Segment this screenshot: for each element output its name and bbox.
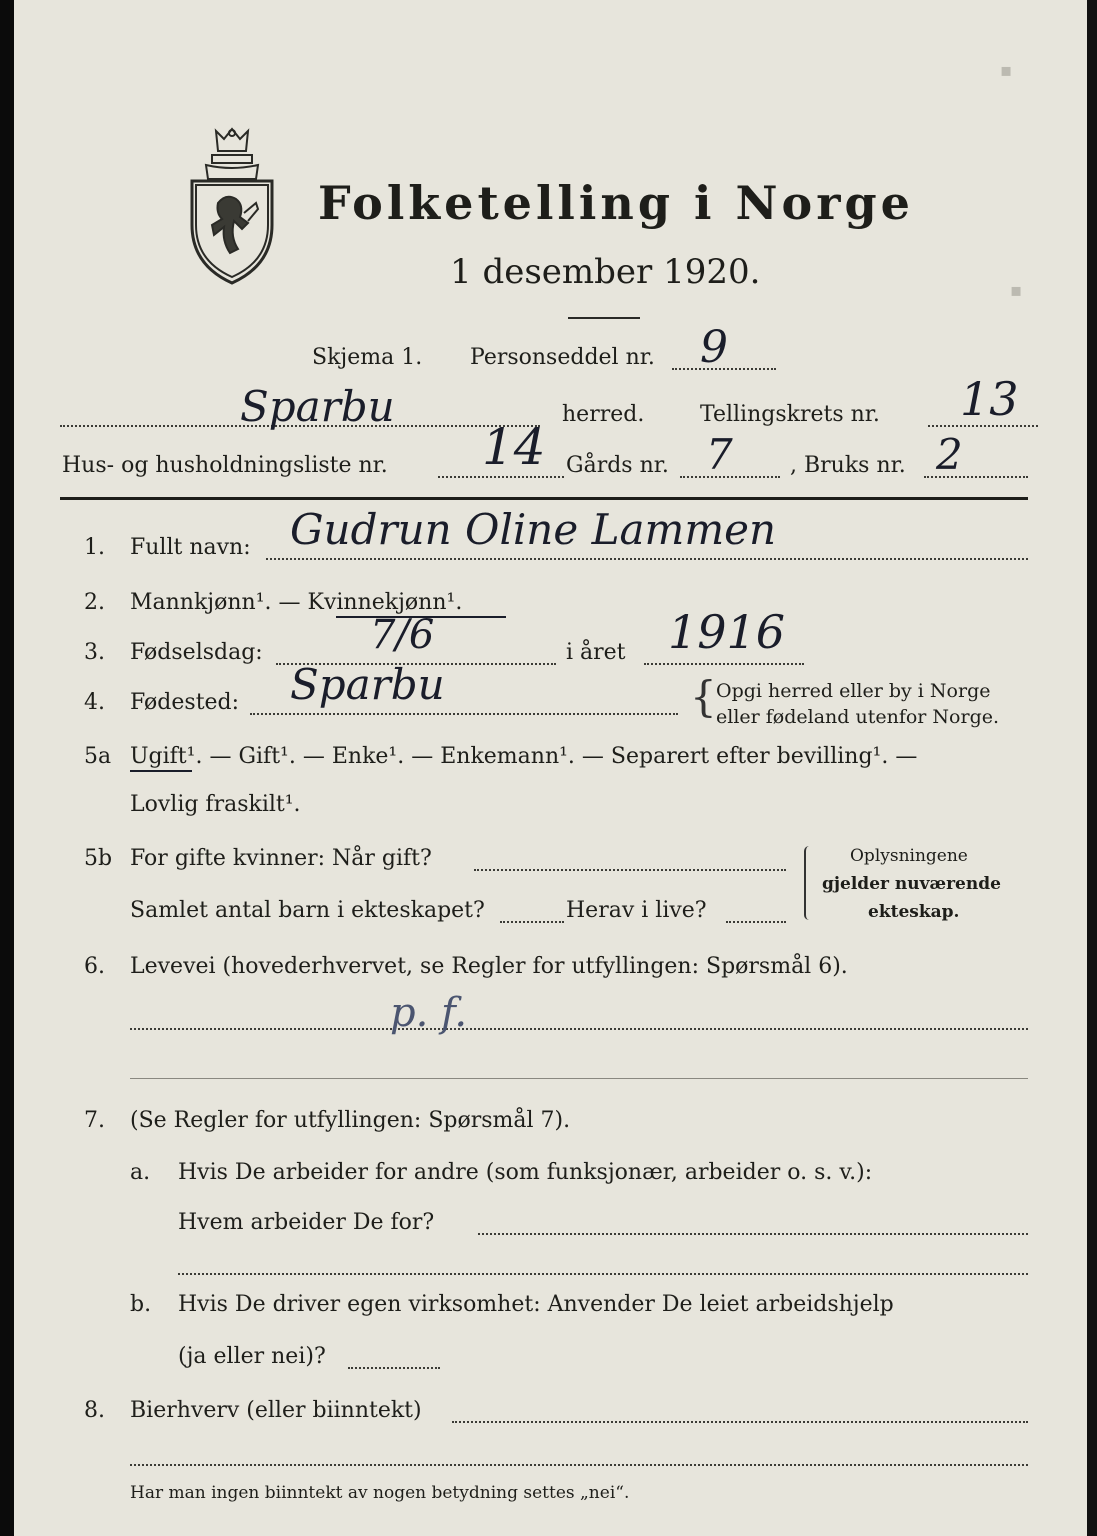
q2-number: 2.	[84, 590, 105, 615]
q1-number: 1.	[84, 535, 105, 560]
q7b-yes-no-label: (ja eller nei)?	[178, 1344, 326, 1369]
q5a-number: 5a	[84, 744, 112, 769]
form-title: Folketelling i Norge	[318, 176, 914, 230]
birthplace-field-line	[250, 713, 678, 715]
q5a-marital-status-options: Ugift¹. — Gift¹. — Enke¹. — Enkemann¹. — Separert efter bevilling¹. —	[130, 744, 918, 769]
q7b-letter: b.	[130, 1292, 152, 1317]
birth-year-label: i året	[566, 640, 626, 665]
q4-number: 4.	[84, 690, 105, 715]
employer-field-line	[478, 1233, 1028, 1235]
footer-note: Har man ingen biinntekt av nogen betydning settes „nei“.	[130, 1483, 630, 1503]
herred-value[interactable]: Sparbu	[240, 382, 395, 431]
married-note-line1: Oplysningene	[850, 846, 968, 866]
personseddel-label: Personseddel nr.	[470, 345, 655, 370]
q7a-letter: a.	[130, 1160, 151, 1185]
bruks-label: , Bruks nr.	[790, 453, 906, 478]
occupation-field-line	[130, 1028, 1028, 1030]
husholdningsliste-value[interactable]: 14	[482, 418, 546, 476]
q2-label: Mannkjønn¹. — Kvinnekjønn¹.	[130, 590, 463, 615]
title-separator	[568, 317, 640, 319]
children-alive-field-line	[726, 921, 786, 923]
birthplace-note-line2: eller fødeland utenfor Norge.	[716, 706, 1000, 728]
children-field-line	[500, 921, 564, 923]
employer-field-line-2	[178, 1273, 1028, 1275]
birthplace-note-line1: Opgi herred eller by i Norge	[716, 680, 991, 702]
married-note-line3: ekteskap.	[868, 902, 960, 922]
side-income-field-line	[452, 1421, 1028, 1423]
q3-label: Fødselsdag:	[130, 640, 263, 665]
q1-label: Fullt navn:	[130, 535, 251, 560]
gards-value[interactable]: 7	[706, 430, 733, 479]
q3-number: 3.	[84, 640, 105, 665]
birthplace-note-brace: {	[690, 672, 717, 721]
married-note-line2: gjelder nuværende	[822, 874, 1001, 894]
scan-edge-right	[1087, 0, 1097, 1536]
birthdate-value[interactable]: 7/6	[370, 612, 435, 658]
q5b-alive-label: Herav i live?	[566, 898, 707, 923]
norway-coat-of-arms-icon	[186, 125, 278, 285]
occupation-field-line-2	[130, 1078, 1028, 1079]
herred-label: herred.	[562, 402, 645, 427]
q4-label: Fødested:	[130, 690, 240, 715]
bruks-value[interactable]: 2	[936, 430, 963, 479]
full-name-field-line	[266, 558, 1028, 560]
q6-number: 6.	[84, 954, 105, 979]
q5b-children-label: Samlet antal barn i ekteskapet?	[130, 898, 485, 923]
bleed-through-mark: ▪	[1000, 60, 1013, 81]
q5b-when-married-label: For gifte kvinner: Når gift?	[130, 846, 432, 871]
ugift-underline	[130, 770, 192, 772]
q8-number: 8.	[84, 1398, 105, 1423]
bleed-through-mark: ▪	[1010, 280, 1023, 301]
hired-help-field-line	[348, 1367, 440, 1369]
q5b-number: 5b	[84, 846, 113, 871]
scan-edge-left	[0, 0, 14, 1536]
birthplace-value[interactable]: Sparbu	[290, 660, 445, 709]
tellingskrets-label: Tellingskrets nr.	[700, 402, 880, 427]
q6-label: Levevei (hovederhvervet, se Regler for utfyllingen: Spørsmål 6).	[130, 954, 848, 979]
q7b-question: Hvis De driver egen virksomhet: Anvender De leiet arbeidshjelp	[178, 1292, 894, 1317]
q8-label: Bierhverv (eller biinntekt)	[130, 1398, 422, 1423]
header-rule	[60, 497, 1028, 500]
occupation-value[interactable]: p. f.	[390, 990, 468, 1036]
when-married-field-line	[474, 869, 786, 871]
full-name-value[interactable]: Gudrun Oline Lammen	[290, 505, 777, 554]
form-date: 1 desember 1920.	[450, 252, 761, 292]
side-income-field-line-2	[130, 1464, 1028, 1466]
q5a-divorced-option: Lovlig fraskilt¹.	[130, 792, 301, 817]
husholdningsliste-field-line	[438, 476, 564, 478]
birth-year-value[interactable]: 1916	[668, 605, 786, 659]
personseddel-value[interactable]: 9	[700, 322, 728, 373]
q7-label: (Se Regler for utfyllingen: Spørsmål 7).	[130, 1108, 571, 1133]
birth-year-field-line	[644, 663, 804, 665]
skjema-label: Skjema 1.	[312, 345, 423, 370]
q7-number: 7.	[84, 1108, 105, 1133]
gards-label: Gårds nr.	[566, 453, 669, 478]
q7a-employer-label: Hvem arbeider De for?	[178, 1210, 435, 1235]
husholdningsliste-label: Hus- og husholdningsliste nr.	[62, 453, 388, 478]
married-note-brace	[804, 846, 814, 920]
tellingskrets-value[interactable]: 13	[960, 372, 1019, 426]
q7a-question: Hvis De arbeider for andre (som funksjonær, arbeider o. s. v.):	[178, 1160, 873, 1185]
